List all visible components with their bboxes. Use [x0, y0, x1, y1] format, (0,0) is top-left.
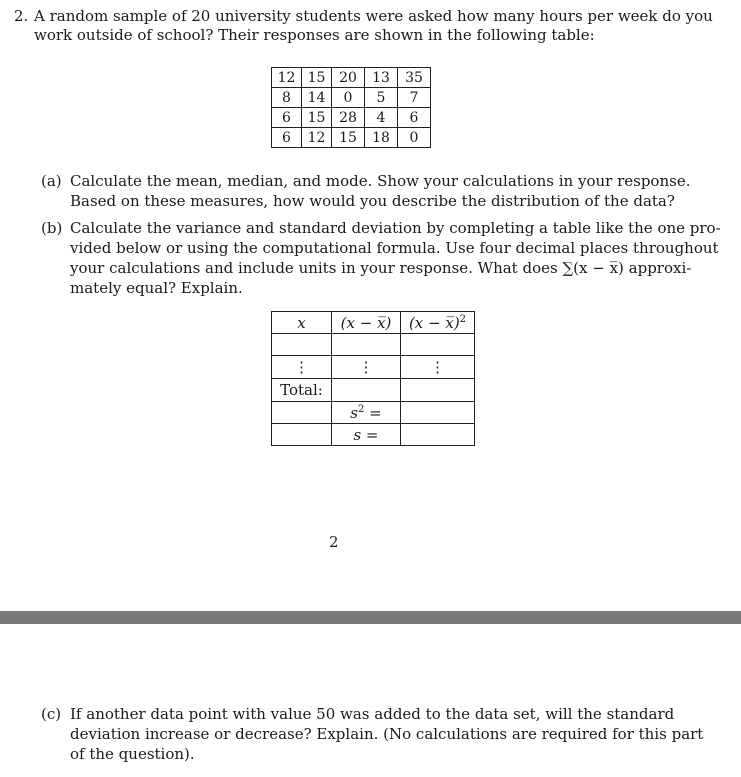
part-b-label: (b)	[41, 219, 63, 237]
question-text-line-1: A random sample of 20 university students were asked how many hours per week do you	[34, 7, 713, 25]
table-cell: 6	[272, 128, 302, 148]
table-cell: 6	[398, 108, 431, 128]
blank-cell	[401, 402, 475, 424]
part-c-label: (c)	[41, 705, 62, 723]
table-cell: 14	[302, 88, 332, 108]
variance-label-cell	[332, 402, 401, 424]
dots-cell: ⋮	[332, 356, 401, 379]
header-squared-text: (x − x̅)	[408, 313, 460, 332]
table-cell: 13	[365, 68, 398, 88]
table-header-row	[272, 312, 475, 334]
blank-cell	[332, 379, 401, 402]
table-cell: 7	[398, 88, 431, 108]
table-cell: 8	[272, 88, 302, 108]
part-b-line-2: vided below or using the computational formula. Use four decimal places throughout	[70, 239, 719, 257]
table-cell: 0	[398, 128, 431, 148]
question-text-line-2: work outside of school? Their responses are shown in the following table:	[34, 26, 595, 44]
table-cell: 15	[332, 128, 365, 148]
part-a-line-2: Based on these measures, how would you describe the distribution of the data?	[70, 192, 675, 210]
header-superscript: 2	[459, 313, 467, 325]
table-cell: 6	[272, 108, 302, 128]
part-a-line-1: Calculate the mean, median, and mode. Show your calculations in your response.	[70, 172, 691, 190]
page-divider	[0, 611, 741, 624]
blank-cell	[401, 424, 475, 446]
blank-cell	[401, 379, 475, 402]
part-b-line-1: Calculate the variance and standard deviation by completing a table like the one pro-	[70, 219, 721, 237]
table-row	[272, 424, 475, 446]
blank-cell	[401, 334, 475, 356]
part-a-label: (a)	[41, 172, 62, 190]
table-cell: 0	[332, 88, 365, 108]
total-label: Total:	[272, 379, 332, 402]
table-cell: 35	[398, 68, 431, 88]
table-cell: 18	[365, 128, 398, 148]
blank-cell	[272, 402, 332, 424]
dots-cell: ⋮	[401, 356, 475, 379]
table-row	[272, 108, 431, 128]
table-row	[272, 402, 475, 424]
part-c-line-2: deviation increase or decrease? Explain. (No calculations are required for this part	[70, 725, 704, 743]
header-squared-deviation	[401, 312, 475, 334]
variance-superscript: 2	[357, 403, 365, 415]
part-c-line-1: If another data point with value 50 was added to the data set, will the standard	[70, 705, 675, 723]
table-row	[272, 356, 475, 379]
blank-cell	[272, 424, 332, 446]
table-row	[272, 128, 431, 148]
variance-symbol: s	[350, 403, 358, 422]
table-cell: 15	[302, 68, 332, 88]
variance-table	[271, 311, 475, 446]
part-c-line-3: of the question).	[70, 745, 195, 763]
table-row	[272, 88, 431, 108]
table-cell: 28	[332, 108, 365, 128]
table-cell: 15	[302, 108, 332, 128]
part-b-line-3: your calculations and include units in your response. What does ∑(x − x̅) approxi-	[70, 259, 692, 277]
header-deviation: (x − x̅)	[332, 312, 401, 334]
page-number: 2	[329, 533, 339, 551]
table-cell: 20	[332, 68, 365, 88]
question-number: 2.	[14, 7, 29, 25]
blank-cell	[272, 334, 332, 356]
dots-cell: ⋮	[272, 356, 332, 379]
sd-label: s =	[332, 424, 401, 446]
table-cell: 5	[365, 88, 398, 108]
table-cell: 12	[272, 68, 302, 88]
variance-equals: =	[364, 403, 382, 422]
table-row	[272, 334, 475, 356]
part-b-line-4: mately equal? Explain.	[70, 279, 243, 297]
hours-data-table	[271, 67, 431, 148]
table-cell: 12	[302, 128, 332, 148]
blank-cell	[332, 334, 401, 356]
table-row	[272, 379, 475, 402]
table-row	[272, 68, 431, 88]
table-cell: 4	[365, 108, 398, 128]
header-x: x	[272, 312, 332, 334]
